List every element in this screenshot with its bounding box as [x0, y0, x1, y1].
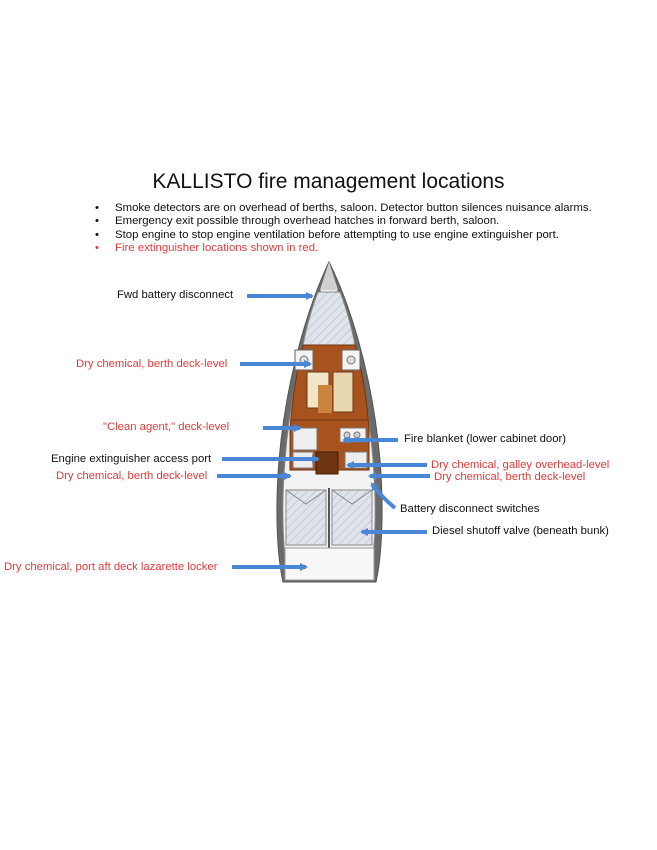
label-dry-berth-fwd: Dry chemical, berth deck-level: [76, 358, 228, 370]
aft-berths: [286, 488, 372, 548]
label-diesel-valve: Diesel shutoff valve (beneath bunk): [432, 525, 609, 537]
cockpit: [285, 548, 374, 580]
forward-berth: [303, 292, 355, 345]
label-fire-blanket: Fire blanket (lower cabinet door): [404, 433, 566, 445]
label-lazarette: Dry chemical, port aft deck lazarette locker: [4, 561, 218, 573]
note-stop-engine: • Stop engine to stop engine ventilation before attempting to use engine extinguisher port.: [95, 229, 592, 242]
label-engine-port: Engine extinguisher access port: [51, 453, 212, 465]
label-dry-berth-port: Dry chemical, berth deck-level: [56, 470, 208, 482]
note-extinguisher-legend: • Fire extinguisher locations shown in red.: [95, 242, 592, 255]
page-title: KALLISTO fire management locations: [152, 170, 505, 193]
label-dry-berth-stbd: Dry chemical, berth deck-level: [434, 471, 586, 483]
label-battery-switches: Battery disconnect switches: [400, 503, 540, 515]
label-clean-agent: "Clean agent," deck-level: [103, 421, 230, 433]
label-fwd-battery: Fwd battery disconnect: [117, 289, 234, 301]
note-emergency-exit: • Emergency exit possible through overhead hatches in forward berth, saloon.: [95, 215, 592, 228]
label-dry-galley: Dry chemical, galley overhead-level: [431, 459, 610, 471]
note-smoke-detectors: • Smoke detectors are on overhead of berths, saloon. Detector button silences nuisance alarms.: [95, 202, 592, 215]
